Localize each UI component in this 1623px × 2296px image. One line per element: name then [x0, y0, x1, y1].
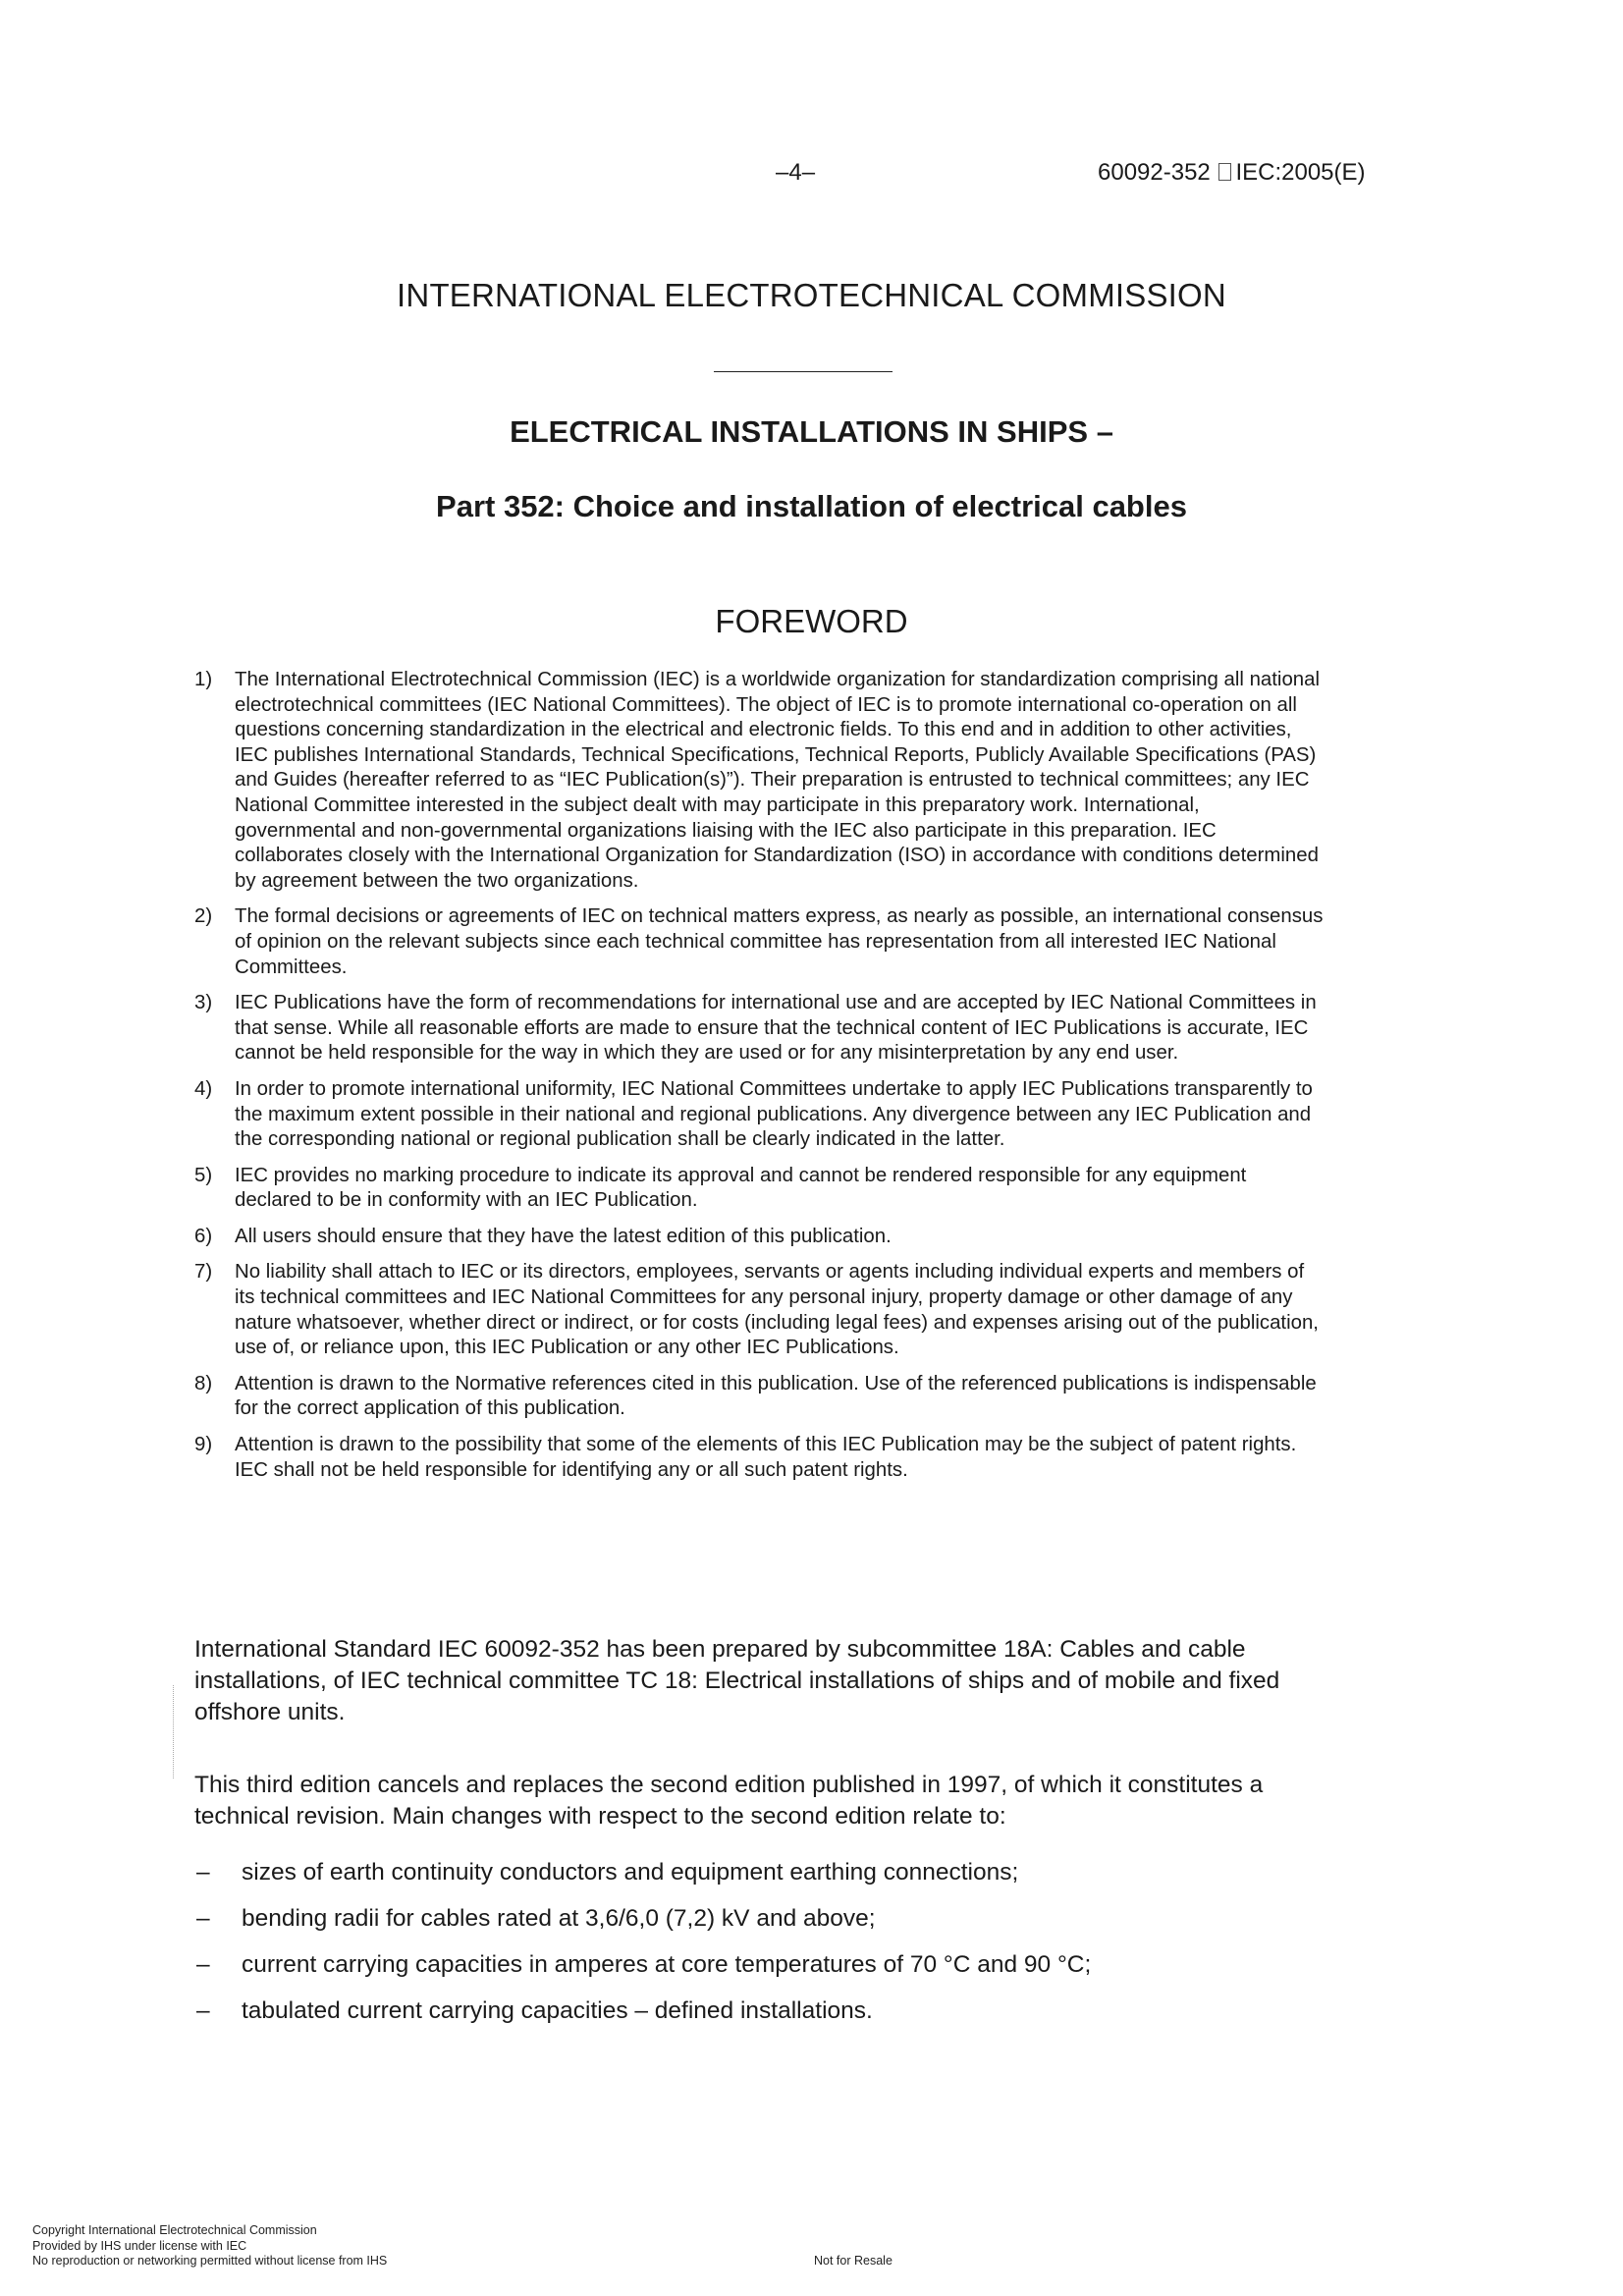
- clause-text: IEC provides no marking procedure to indicate its approval and cannot be rendered responsible for any equipment declared to be in conformity with an IEC Publication.: [235, 1164, 1247, 1212]
- foreword-clause: [194, 1260, 1324, 1360]
- standard-ref-suffix: IEC:2005(E): [1235, 159, 1366, 186]
- clause-number: 2): [194, 905, 213, 928]
- foreword-heading: FOREWORD: [715, 603, 908, 639]
- foreword-clause: [194, 904, 1324, 980]
- preparation-paragraph: International Standard IEC 60092-352 has been prepared by subcommittee 18A: Cables and cable installations, of IEC technical committee TC 18: Electrical installations of ships and of mobile and fixed offshore units.: [194, 1636, 1280, 1725]
- footer-line: No reproduction or networking permitted without license from IHS: [32, 2254, 388, 2268]
- clause-text: No liability shall attach to IEC or its directors, employees, servants or agents including individual experts and members of its technical committees and IEC National Committees for any personal injury, property damage or other damage of any nature whatsoever, whether direct or indirect, or for costs (including legal fees) and expenses arising out of the publication, use of, or reliance upon, this IEC Publication or any other IEC Publications.: [235, 1261, 1319, 1359]
- clause-number: 5): [194, 1164, 213, 1186]
- list-item: [194, 1857, 1324, 1888]
- clause-text: The formal decisions or agreements of IEC on technical matters express, as nearly as possible, an international consensus of opinion on the relevant subjects since each technical committee has representation from all interested IEC National Committees.: [235, 905, 1324, 978]
- clause-number: 1): [194, 669, 213, 690]
- standard-reference: [1098, 159, 1366, 187]
- list-item-text: sizes of earth continuity conductors and equipment earthing connections;: [242, 1859, 1019, 1886]
- missing-glyph-icon: [1218, 163, 1231, 181]
- clause-text: All users should ensure that they have the latest edition of this publication.: [235, 1225, 892, 1247]
- clause-text: Attention is drawn to the possibility that some of the elements of this IEC Publication may be the subject of patent rights. IEC shall not be held responsible for identifying any or all such patent rights.: [235, 1434, 1297, 1481]
- clause-number: 4): [194, 1077, 213, 1100]
- title-divider: [714, 371, 893, 372]
- foreword-clause: [194, 1225, 1324, 1250]
- clause-text: In order to promote international uniformity, IEC National Committees undertake to apply IEC Publications transparently to the maximum extent possible in their national and regional publications. Any divergence between any IEC Publication and the corresponding national or regional publication shall be clearly indicated in the latter.: [235, 1077, 1313, 1151]
- document-subtitle: Part 352: Choice and installation of electrical cables: [436, 489, 1187, 523]
- list-item: [194, 1995, 1324, 2027]
- list-item-text: bending radii for cables rated at 3,6/6,0 (7,2) kV and above;: [242, 1905, 876, 1932]
- changes-list: [194, 1857, 1324, 2042]
- foreword-clause: [194, 1164, 1324, 1214]
- footer-line: Copyright International Electrotechnical Commission: [32, 2223, 317, 2237]
- list-dash: –: [196, 1951, 210, 1978]
- foreword-clause: [194, 668, 1324, 894]
- clause-number: 9): [194, 1434, 213, 1456]
- foreword-clause: [194, 1433, 1324, 1483]
- page-number: –4–: [776, 159, 816, 186]
- clause-text: Attention is drawn to the Normative references cited in this publication. Use of the referenced publications is indispensable for the correct application of this publication.: [235, 1372, 1317, 1420]
- footer-line: Provided by IHS under license with IEC: [32, 2238, 247, 2253]
- copyright-footer: [32, 2223, 387, 2269]
- list-item: [194, 1903, 1324, 1935]
- list-item-text: tabulated current carrying capacities – defined installations.: [242, 1997, 873, 2024]
- foreword-clause: [194, 1077, 1324, 1153]
- margin-mark: [173, 1685, 180, 1778]
- standard-ref-prefix: 60092-352: [1098, 159, 1211, 186]
- list-dash: –: [196, 1859, 210, 1886]
- not-for-resale-notice: Not for Resale: [814, 2254, 893, 2268]
- clause-text: The International Electrotechnical Commission (IEC) is a worldwide organization for standardization comprising all national electrotechnical committees (IEC National Committees). The object of IEC is to promote international co-operation on all questions concerning standardization in the electrical and electronic fields. To this end and in addition to other activities, IEC publishes International Standards, Technical Specifications, Technical Reports, Publicly Available Specifications (PAS) and Guides (hereafter referred to as “IEC Publication(s)”). Their preparation is entrusted to technical committees; any IEC National Committee interested in the subject dealt with may participate in this preparatory work. International, governmental and non-governmental organizations liaising with the IEC also participate in this preparation. IEC collaborates closely with the International Organization for Standardization (ISO) in accordance with conditions determined by agreement between the two organizations.: [235, 669, 1321, 892]
- foreword-clause-list: [194, 668, 1324, 1494]
- clause-text: IEC Publications have the form of recommendations for international use and are accepted by IEC National Committees in that sense. While all reasonable efforts are made to ensure that the technical content of IEC Publications is accurate, IEC cannot be held responsible for the way in which they are used or for any misinterpretation by any end user.: [235, 992, 1317, 1065]
- clause-number: 3): [194, 992, 213, 1014]
- list-dash: –: [196, 1997, 210, 2024]
- clause-number: 8): [194, 1372, 213, 1394]
- clause-number: 7): [194, 1261, 213, 1284]
- document-title: ELECTRICAL INSTALLATIONS IN SHIPS –: [510, 414, 1113, 449]
- foreword-clause: [194, 991, 1324, 1066]
- list-dash: –: [196, 1905, 210, 1932]
- foreword-clause: [194, 1372, 1324, 1422]
- list-item: [194, 1949, 1324, 1981]
- clause-number: 6): [194, 1225, 213, 1247]
- list-item-text: current carrying capacities in amperes at core temperatures of 70 °C and 90 °C;: [242, 1951, 1092, 1978]
- organization-name: INTERNATIONAL ELECTROTECHNICAL COMMISSION: [397, 277, 1226, 313]
- edition-paragraph: This third edition cancels and replaces the second edition published in 1997, of which it constitutes a technical revision. Main changes with respect to the second edition relate to:: [194, 1772, 1264, 1830]
